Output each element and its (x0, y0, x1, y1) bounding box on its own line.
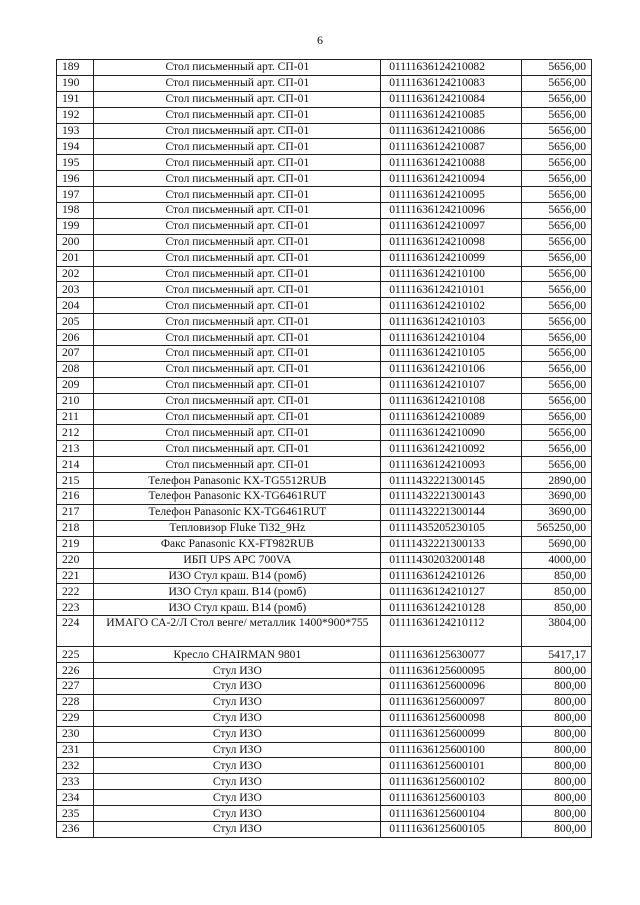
row-number-cell: 225 (57, 647, 94, 663)
row-number-cell: 232 (57, 758, 94, 774)
item-name-cell: Стол письменный арт. СП-01 (94, 346, 381, 362)
inventory-code-cell: 01111636124210087 (381, 139, 522, 155)
table-row (57, 346, 592, 362)
row-number-cell: 210 (57, 393, 94, 409)
row-number-cell: 234 (57, 790, 94, 806)
table-row (57, 139, 592, 155)
table-row (57, 60, 592, 76)
table-row (57, 489, 592, 505)
price-cell: 800,00 (522, 726, 592, 742)
table-row (57, 171, 592, 187)
price-cell: 850,00 (522, 600, 592, 616)
table-row (57, 107, 592, 123)
price-cell: 5656,00 (522, 346, 592, 362)
price-cell: 5656,00 (522, 171, 592, 187)
item-name-cell: Стол письменный арт. СП-01 (94, 91, 381, 107)
table-row (57, 298, 592, 314)
table-row (57, 361, 592, 377)
price-cell: 5656,00 (522, 441, 592, 457)
item-name-cell: Стул ИЗО (94, 663, 381, 679)
inventory-code-cell: 01111636124210126 (381, 568, 522, 584)
row-number-cell: 227 (57, 678, 94, 694)
item-name-cell: Стул ИЗО (94, 821, 381, 837)
item-name-cell: Телефон Panasonic KX-TG5512RUB (94, 473, 381, 489)
inventory-code-cell: 01111636125630077 (381, 647, 522, 663)
inventory-code-cell: 01111636124210096 (381, 203, 522, 219)
table-row (57, 647, 592, 663)
table-row (57, 790, 592, 806)
table-row (57, 821, 592, 837)
inventory-code-cell: 01111636125600100 (381, 742, 522, 758)
item-name-cell: Стул ИЗО (94, 742, 381, 758)
price-cell: 5656,00 (522, 203, 592, 219)
inventory-code-cell: 01111636124210094 (381, 171, 522, 187)
inventory-code-cell: 01111432221300144 (381, 504, 522, 520)
row-number-cell: 209 (57, 377, 94, 393)
inventory-code-cell: 01111636124210082 (381, 60, 522, 76)
item-name-cell: Стол письменный арт. СП-01 (94, 234, 381, 250)
item-name-cell: Стол письменный арт. СП-01 (94, 441, 381, 457)
inventory-code-cell: 01111636124210092 (381, 441, 522, 457)
row-number-cell: 193 (57, 123, 94, 139)
row-number-cell: 204 (57, 298, 94, 314)
row-number-cell: 231 (57, 742, 94, 758)
row-number-cell: 233 (57, 774, 94, 790)
inventory-code-cell: 01111636125600104 (381, 806, 522, 822)
item-name-cell: Телефон Panasonic KX-TG6461RUT (94, 489, 381, 505)
table-row (57, 155, 592, 171)
row-number-cell: 195 (57, 155, 94, 171)
price-cell: 5656,00 (522, 409, 592, 425)
row-number-cell: 189 (57, 60, 94, 76)
table-row (57, 520, 592, 536)
inventory-code-cell: 01111432221300145 (381, 473, 522, 489)
inventory-code-cell: 01111636124210108 (381, 393, 522, 409)
item-name-cell: Стол письменный арт. СП-01 (94, 330, 381, 346)
inventory-code-cell: 01111636124210093 (381, 457, 522, 473)
inventory-code-cell: 01111636124210084 (381, 91, 522, 107)
table-row (57, 393, 592, 409)
inventory-code-cell: 01111636124210085 (381, 107, 522, 123)
item-name-cell: Стул ИЗО (94, 678, 381, 694)
item-name-cell: Тепловизор Fluke Ti32_9Hz (94, 520, 381, 536)
row-number-cell: 230 (57, 726, 94, 742)
inventory-code-cell: 01111636124210097 (381, 218, 522, 234)
table-row (57, 663, 592, 679)
price-cell: 5656,00 (522, 107, 592, 123)
item-name-cell: Стол письменный арт. СП-01 (94, 393, 381, 409)
row-number-cell: 208 (57, 361, 94, 377)
price-cell: 850,00 (522, 568, 592, 584)
price-cell: 5656,00 (522, 266, 592, 282)
price-cell: 5656,00 (522, 60, 592, 76)
row-number-cell: 216 (57, 489, 94, 505)
row-number-cell: 207 (57, 346, 94, 362)
row-number-cell: 217 (57, 504, 94, 520)
row-number-cell: 206 (57, 330, 94, 346)
table-row (57, 266, 592, 282)
price-cell: 800,00 (522, 790, 592, 806)
table-row (57, 678, 592, 694)
price-cell: 800,00 (522, 758, 592, 774)
table-row (57, 758, 592, 774)
price-cell: 5656,00 (522, 377, 592, 393)
table-row (57, 694, 592, 710)
table-row (57, 75, 592, 91)
price-cell: 5656,00 (522, 393, 592, 409)
item-name-cell: Стол письменный арт. СП-01 (94, 203, 381, 219)
price-cell: 5656,00 (522, 330, 592, 346)
inventory-code-cell: 01111636125600099 (381, 726, 522, 742)
table-row (57, 473, 592, 489)
item-name-cell: Кресло CHAIRMAN 9801 (94, 647, 381, 663)
inventory-table-body (57, 60, 592, 838)
table-row (57, 425, 592, 441)
price-cell: 800,00 (522, 678, 592, 694)
table-row (57, 742, 592, 758)
inventory-code-cell: 01111636124210128 (381, 600, 522, 616)
row-number-cell: 203 (57, 282, 94, 298)
row-number-cell: 218 (57, 520, 94, 536)
item-name-cell: Стол письменный арт. СП-01 (94, 314, 381, 330)
inventory-code-cell: 01111636124210098 (381, 234, 522, 250)
row-number-cell: 197 (57, 187, 94, 203)
inventory-code-cell: 01111636125600096 (381, 678, 522, 694)
row-number-cell: 235 (57, 806, 94, 822)
price-cell: 5656,00 (522, 425, 592, 441)
inventory-code-cell: 01111636125600105 (381, 821, 522, 837)
table-row (57, 710, 592, 726)
page-number: 6 (317, 33, 323, 47)
item-name-cell: Стол письменный арт. СП-01 (94, 457, 381, 473)
row-number-cell: 220 (57, 552, 94, 568)
item-name-cell: Стол письменный арт. СП-01 (94, 425, 381, 441)
item-name-cell: Стол письменный арт. СП-01 (94, 377, 381, 393)
item-name-cell: Стул ИЗО (94, 774, 381, 790)
item-name-cell: Стол письменный арт. СП-01 (94, 298, 381, 314)
item-name-cell: Факс Panasonic KX-FT982RUB (94, 536, 381, 552)
inventory-code-cell: 01111636124210083 (381, 75, 522, 91)
price-cell: 5656,00 (522, 282, 592, 298)
item-name-cell: Стул ИЗО (94, 710, 381, 726)
row-number-cell: 194 (57, 139, 94, 155)
row-number-cell: 236 (57, 821, 94, 837)
inventory-code-cell: 01111636124210106 (381, 361, 522, 377)
price-cell: 800,00 (522, 821, 592, 837)
price-cell: 3690,00 (522, 489, 592, 505)
table-row (57, 616, 592, 647)
row-number-cell: 222 (57, 584, 94, 600)
table-row (57, 774, 592, 790)
row-number-cell: 221 (57, 568, 94, 584)
item-name-cell: Стул ИЗО (94, 726, 381, 742)
row-number-cell: 205 (57, 314, 94, 330)
table-row (57, 584, 592, 600)
inventory-code-cell: 01111636124210095 (381, 187, 522, 203)
price-cell: 3804,00 (522, 616, 592, 647)
item-name-cell: Стол письменный арт. СП-01 (94, 361, 381, 377)
item-name-cell: Стол письменный арт. СП-01 (94, 250, 381, 266)
row-number-cell: 213 (57, 441, 94, 457)
price-cell: 5656,00 (522, 314, 592, 330)
item-name-cell: Стол письменный арт. СП-01 (94, 218, 381, 234)
inventory-code-cell: 01111636124210104 (381, 330, 522, 346)
inventory-code-cell: 01111432221300133 (381, 536, 522, 552)
row-number-cell: 212 (57, 425, 94, 441)
price-cell: 5656,00 (522, 91, 592, 107)
price-cell: 800,00 (522, 710, 592, 726)
price-cell: 5656,00 (522, 218, 592, 234)
row-number-cell: 226 (57, 663, 94, 679)
row-number-cell: 190 (57, 75, 94, 91)
item-name-cell: Стол письменный арт. СП-01 (94, 171, 381, 187)
price-cell: 5417,17 (522, 647, 592, 663)
inventory-code-cell: 01111636124210086 (381, 123, 522, 139)
price-cell: 800,00 (522, 774, 592, 790)
row-number-cell: 200 (57, 234, 94, 250)
item-name-cell: Стол письменный арт. СП-01 (94, 139, 381, 155)
price-cell: 5690,00 (522, 536, 592, 552)
table-row (57, 218, 592, 234)
price-cell: 5656,00 (522, 75, 592, 91)
item-name-cell: Стол письменный арт. СП-01 (94, 266, 381, 282)
price-cell: 4000,00 (522, 552, 592, 568)
row-number-cell: 199 (57, 218, 94, 234)
price-cell: 5656,00 (522, 155, 592, 171)
item-name-cell: ИМАГО СА-2/Л Стол венге/ металлик 1400*900*755 (94, 616, 381, 647)
table-row (57, 234, 592, 250)
inventory-code-cell: 01111636124210089 (381, 409, 522, 425)
row-number-cell: 223 (57, 600, 94, 616)
item-name-cell: ИЗО Стул краш. В14 (ромб) (94, 584, 381, 600)
inventory-code-cell: 01111636125600102 (381, 774, 522, 790)
inventory-code-cell: 01111636124210088 (381, 155, 522, 171)
item-name-cell: Стол письменный арт. СП-01 (94, 123, 381, 139)
table-row (57, 314, 592, 330)
item-name-cell: Стол письменный арт. СП-01 (94, 409, 381, 425)
row-number-cell: 202 (57, 266, 94, 282)
table-row (57, 91, 592, 107)
inventory-code-cell: 01111636124210100 (381, 266, 522, 282)
row-number-cell: 201 (57, 250, 94, 266)
price-cell: 5656,00 (522, 250, 592, 266)
price-cell: 3690,00 (522, 504, 592, 520)
price-cell: 5656,00 (522, 123, 592, 139)
item-name-cell: Стол письменный арт. СП-01 (94, 187, 381, 203)
table-row (57, 457, 592, 473)
inventory-code-cell: 01111636124210127 (381, 584, 522, 600)
price-cell: 800,00 (522, 806, 592, 822)
item-name-cell: ИЗО Стул краш. В14 (ромб) (94, 568, 381, 584)
item-name-cell: Стол письменный арт. СП-01 (94, 155, 381, 171)
inventory-code-cell: 01111636125600101 (381, 758, 522, 774)
row-number-cell: 214 (57, 457, 94, 473)
inventory-table (56, 59, 592, 838)
table-row (57, 806, 592, 822)
row-number-cell: 196 (57, 171, 94, 187)
table-row (57, 282, 592, 298)
row-number-cell: 215 (57, 473, 94, 489)
price-cell: 5656,00 (522, 298, 592, 314)
table-row (57, 536, 592, 552)
row-number-cell: 191 (57, 91, 94, 107)
item-name-cell: Стол письменный арт. СП-01 (94, 60, 381, 76)
item-name-cell: Стул ИЗО (94, 790, 381, 806)
inventory-code-cell: 01111636124210102 (381, 298, 522, 314)
item-name-cell: Стол письменный арт. СП-01 (94, 107, 381, 123)
inventory-code-cell: 01111636124210105 (381, 346, 522, 362)
item-name-cell: Стул ИЗО (94, 694, 381, 710)
inventory-code-cell: 01111636125600095 (381, 663, 522, 679)
row-number-cell: 224 (57, 616, 94, 647)
item-name-cell: ИЗО Стул краш. В14 (ромб) (94, 600, 381, 616)
inventory-code-cell: 01111636125600103 (381, 790, 522, 806)
table-row (57, 330, 592, 346)
price-cell: 565250,00 (522, 520, 592, 536)
price-cell: 800,00 (522, 663, 592, 679)
inventory-code-cell: 01111636124210112 (381, 616, 522, 647)
table-row (57, 187, 592, 203)
row-number-cell: 219 (57, 536, 94, 552)
price-cell: 5656,00 (522, 139, 592, 155)
table-row (57, 552, 592, 568)
row-number-cell: 198 (57, 203, 94, 219)
inventory-code-cell: 01111430203200148 (381, 552, 522, 568)
item-name-cell: Стол письменный арт. СП-01 (94, 75, 381, 91)
price-cell: 5656,00 (522, 234, 592, 250)
price-cell: 850,00 (522, 584, 592, 600)
table-row (57, 409, 592, 425)
item-name-cell: Стул ИЗО (94, 758, 381, 774)
price-cell: 800,00 (522, 742, 592, 758)
inventory-code-cell: 01111435205230105 (381, 520, 522, 536)
row-number-cell: 229 (57, 710, 94, 726)
inventory-code-cell: 01111636124210103 (381, 314, 522, 330)
item-name-cell: Стол письменный арт. СП-01 (94, 282, 381, 298)
price-cell: 800,00 (522, 694, 592, 710)
inventory-code-cell: 01111636124210090 (381, 425, 522, 441)
table-row (57, 123, 592, 139)
item-name-cell: Телефон Panasonic KX-TG6461RUT (94, 504, 381, 520)
table-row (57, 377, 592, 393)
table-row (57, 203, 592, 219)
inventory-code-cell: 01111636125600098 (381, 710, 522, 726)
price-cell: 5656,00 (522, 361, 592, 377)
table-row (57, 600, 592, 616)
table-row (57, 441, 592, 457)
row-number-cell: 192 (57, 107, 94, 123)
inventory-code-cell: 01111636125600097 (381, 694, 522, 710)
row-number-cell: 228 (57, 694, 94, 710)
table-row (57, 504, 592, 520)
inventory-code-cell: 01111636124210099 (381, 250, 522, 266)
row-number-cell: 211 (57, 409, 94, 425)
inventory-code-cell: 01111636124210101 (381, 282, 522, 298)
item-name-cell: Стул ИЗО (94, 806, 381, 822)
table-row (57, 250, 592, 266)
price-cell: 5656,00 (522, 187, 592, 203)
table-row (57, 726, 592, 742)
price-cell: 5656,00 (522, 457, 592, 473)
item-name-cell: ИБП UPS APC 700VA (94, 552, 381, 568)
table-row (57, 568, 592, 584)
inventory-code-cell: 01111636124210107 (381, 377, 522, 393)
inventory-code-cell: 01111432221300143 (381, 489, 522, 505)
price-cell: 2890,00 (522, 473, 592, 489)
